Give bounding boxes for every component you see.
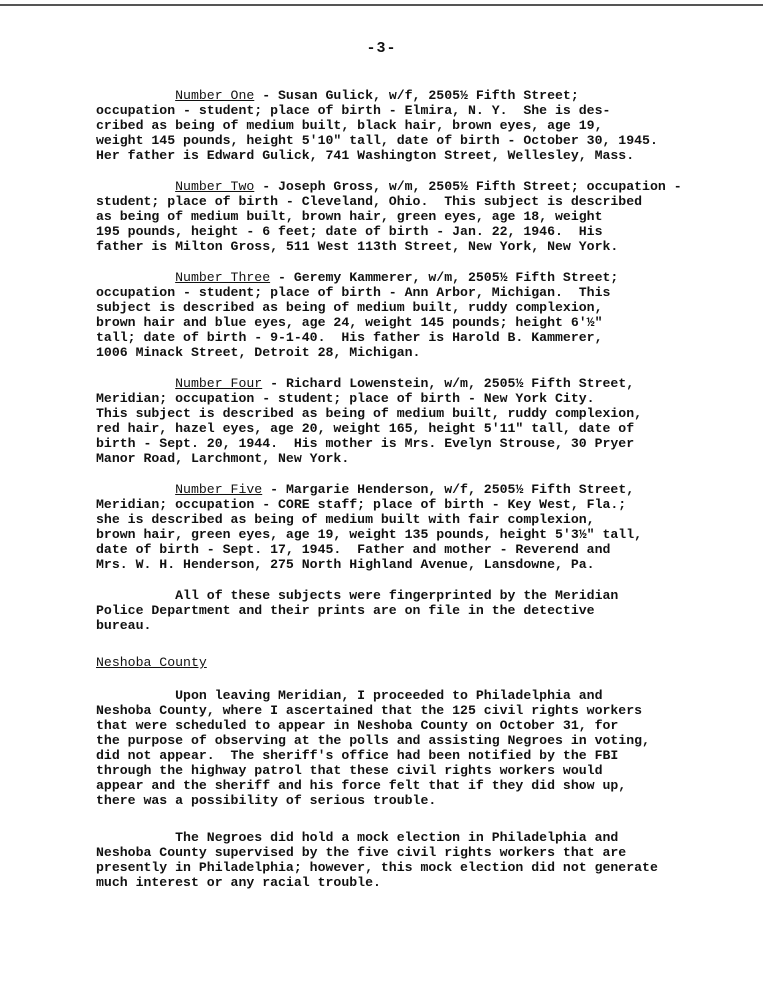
text-line: Number Four - Richard Lowenstein, w/m, 2505½ Fifth Street, [175,376,635,391]
text-line: brown hair and blue eyes, age 24, weight 145 pounds; height 6'½" [96,315,603,330]
text-line: Meridian; occupation - CORE staff; place of birth - Key West, Fla.; [96,497,627,512]
text-line: bureau. [96,618,152,633]
text-line: she is described as being of medium built with fair complexion, [96,512,595,527]
text-line: Mrs. W. H. Henderson, 275 North Highland Avenue, Lansdowne, Pa. [96,557,595,572]
subject-label: Number One [175,88,255,103]
text-line: appear and the sheriff and his force felt that if they did show up, [96,778,627,793]
text-line: red hair, hazel eyes, age 20, weight 165, height 5'11" tall, date of [96,421,635,436]
text-line: Number One - Susan Gulick, w/f, 2505½ Fifth Street; [175,88,579,103]
subject-paragraph-2 [96,179,746,254]
fingerprint-paragraph [96,588,746,633]
text-line: occupation - student; place of birth - Ann Arbor, Michigan. This [96,285,611,300]
subject-paragraph-1 [96,88,746,163]
text-line: cribed as being of medium built, black hair, brown eyes, age 19, [96,118,603,133]
text-line: weight 145 pounds, height 5'10" tall, date of birth - October 30, 1945. [96,133,658,148]
subject-label: Number Three [175,270,271,285]
text-line: Number Five - Margarie Henderson, w/f, 2505½ Fifth Street, [175,482,635,497]
neshoba-paragraph-2 [96,830,746,890]
text-line: Upon leaving Meridian, I proceeded to Philadelphia and [96,688,603,703]
text-line: there was a possibility of serious trouble. [96,793,437,808]
text-line: 195 pounds, height - 6 feet; date of birth - Jan. 22, 1946. His [96,224,603,239]
text-line: through the highway patrol that these civil rights workers would [96,763,603,778]
text-line: Number Three - Geremy Kammerer, w/m, 2505½ Fifth Street; [175,270,619,285]
text-line: much interest or any racial trouble. [96,875,381,890]
text-line: as being of medium built, brown hair, green eyes, age 18, weight [96,209,603,224]
subject-paragraph-5 [96,482,746,572]
text-line: The Negroes did hold a mock election in Philadelphia and [96,830,619,845]
text-line: brown hair, green eyes, age 19, weight 135 pounds, height 5'3½" tall, [96,527,643,542]
subject-label: Number Four [175,376,263,391]
text-line: All of these subjects were fingerprinted by the Meridian [96,588,619,603]
text-line: This subject is described as being of medium built, ruddy complexion, [96,406,643,421]
section-heading [96,655,746,670]
text-line: student; place of birth - Cleveland, Ohio. This subject is described [96,194,643,209]
text-line: presently in Philadelphia; however, this mock election did not generate [96,860,658,875]
text-line: Meridian; occupation - student; place of birth - New York City. [96,391,595,406]
text-line: 1006 Minack Street, Detroit 28, Michigan. [96,345,421,360]
section-heading-text: Neshoba County [96,655,207,670]
subject-paragraph-3 [96,270,746,360]
page-number: -3- [366,40,397,57]
subject-paragraph-4 [96,376,746,466]
document-body [96,88,746,906]
text-line: Manor Road, Larchmont, New York. [96,451,350,466]
text-line: Neshoba County supervised by the five civil rights workers that are [96,845,627,860]
text-line: father is Milton Gross, 511 West 113th Street, New York, New York. [96,239,619,254]
text-line: subject is described as being of medium built, ruddy complexion, [96,300,603,315]
text-line: the purpose of observing at the polls and assisting Negroes in voting, [96,733,650,748]
neshoba-paragraph-1 [96,688,746,808]
subject-label: Number Two [175,179,255,194]
text-line: Her father is Edward Gulick, 741 Washington Street, Wellesley, Mass. [96,148,635,163]
text-line: birth - Sept. 20, 1944. His mother is Mrs. Evelyn Strouse, 30 Pryer [96,436,635,451]
subject-label: Number Five [175,482,263,497]
text-line: Neshoba County, where I ascertained that the 125 civil rights workers [96,703,643,718]
text-line: tall; date of birth - 9-1-40. His father is Harold B. Kammerer, [96,330,603,345]
top-rule [0,4,763,6]
text-line: Number Two - Joseph Gross, w/m, 2505½ Fifth Street; occupation - [175,179,682,194]
text-line: did not appear. The sheriff's office had been notified by the FBI [96,748,619,763]
text-line: Police Department and their prints are on file in the detective [96,603,595,618]
text-line: date of birth - Sept. 17, 1945. Father and mother - Reverend and [96,542,611,557]
text-line: that were scheduled to appear in Neshoba County on October 31, for [96,718,619,733]
text-line: occupation - student; place of birth - Elmira, N. Y. She is des- [96,103,611,118]
